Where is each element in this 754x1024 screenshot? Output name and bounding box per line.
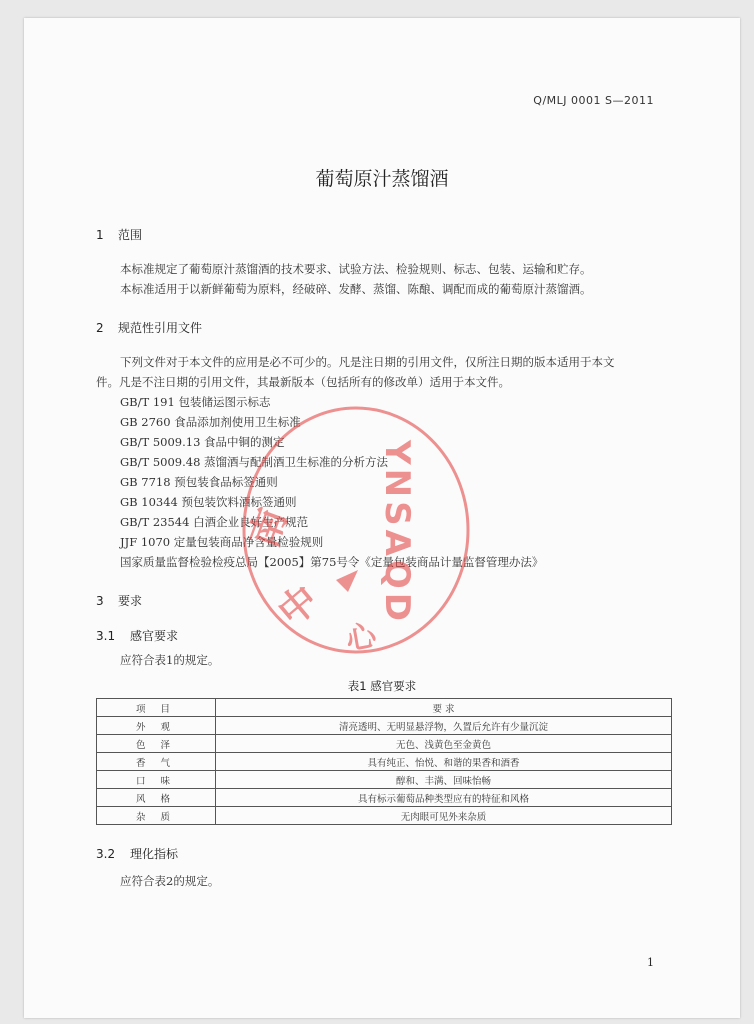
section-1-paragraph-1: 本标准规定了葡萄原汁蒸馏酒的技术要求、试验方法、检验规则、标志、包装、运输和贮存。 bbox=[120, 262, 592, 276]
table-cell-requirement: 醇和、丰满、回味怡畅 bbox=[216, 771, 672, 789]
subsection-3-2-heading bbox=[96, 845, 178, 862]
subsection-3-1-text: 应符合表1的规定。 bbox=[120, 653, 220, 667]
reference-item: 国家质量监督检验检疫总局【2005】第75号令《定量包装商品计量监督管理办法》 bbox=[120, 555, 544, 569]
sensory-requirements-table bbox=[96, 698, 672, 825]
section-3-heading bbox=[96, 592, 142, 609]
reference-item: GB 7718 预包装食品标签通则 bbox=[120, 475, 278, 489]
table-row bbox=[97, 807, 672, 825]
section-1-number: 1 bbox=[96, 228, 104, 242]
subsection-3-2-title: 理化指标 bbox=[130, 847, 179, 861]
table-header-row bbox=[97, 699, 672, 717]
table-row bbox=[97, 753, 672, 771]
section-1-title: 范围 bbox=[118, 228, 143, 242]
reference-item: GB/T 5009.48 蒸馏酒与配制酒卫生标准的分析方法 bbox=[120, 455, 389, 469]
table-cell-requirement: 具有标示葡萄品种类型应有的特征和风格 bbox=[216, 789, 672, 807]
table-header-item: 项 目 bbox=[97, 699, 216, 717]
reference-item: GB/T 23544 白酒企业良好生产规范 bbox=[120, 515, 309, 529]
table-cell-requirement: 无肉眼可见外来杂质 bbox=[216, 807, 672, 825]
subsection-3-2-number: 3.2 bbox=[96, 847, 116, 861]
reference-item: GB 10344 预包装饮料酒标签通则 bbox=[120, 495, 297, 509]
table-row bbox=[97, 717, 672, 735]
table-header-requirement: 要 求 bbox=[216, 699, 672, 717]
svg-text:YNSAQD: YNSAQD bbox=[377, 440, 417, 626]
standard-number: Q/MLJ 0001 S—2011 bbox=[533, 94, 654, 107]
reference-item: GB/T 191 包装储运图示标志 bbox=[120, 395, 271, 409]
subsection-3-1-number: 3.1 bbox=[96, 629, 116, 643]
section-2-title: 规范性引用文件 bbox=[118, 321, 203, 335]
section-3-title: 要求 bbox=[118, 594, 143, 608]
reference-item: GB 2760 食品添加剂使用卫生标准 bbox=[120, 415, 301, 429]
section-1-heading bbox=[96, 226, 142, 243]
table-cell-requirement: 清亮透明、无明显悬浮物，久置后允许有少量沉淀 bbox=[216, 717, 672, 735]
table-cell-item: 色 泽 bbox=[97, 735, 216, 753]
section-2-heading bbox=[96, 319, 202, 336]
section-3-number: 3 bbox=[96, 594, 104, 608]
subsection-3-2-text: 应符合表2的规定。 bbox=[120, 874, 220, 888]
table-cell-item: 外 观 bbox=[97, 717, 216, 735]
document-title: 葡萄原汁蒸馏酒 bbox=[315, 168, 449, 190]
section-1-paragraph-2: 本标准适用于以新鲜葡萄为原料，经破碎、发酵、蒸馏、陈酿、调配而成的葡萄原汁蒸馏酒。 bbox=[120, 282, 592, 296]
subsection-3-1-title: 感官要求 bbox=[130, 629, 179, 643]
document-page bbox=[24, 18, 740, 1018]
svg-text:中: 中 bbox=[269, 576, 327, 635]
reference-item: JJF 1070 定量包装商品净含量检验规则 bbox=[120, 535, 324, 549]
table-row bbox=[97, 735, 672, 753]
table-cell-item: 杂 质 bbox=[97, 807, 216, 825]
reference-item: GB/T 5009.13 食品中铜的测定 bbox=[120, 435, 285, 449]
section-2-intro-line-2: 件。凡是不注日期的引用文件，其最新版本（包括所有的修改单）适用于本文件。 bbox=[96, 375, 510, 389]
page-number: 1 bbox=[647, 956, 654, 969]
table-cell-item: 香 气 bbox=[97, 753, 216, 771]
table-row bbox=[97, 789, 672, 807]
table-cell-item: 风 格 bbox=[97, 789, 216, 807]
section-2-intro-line-1: 下列文件对于本文件的应用是必不可少的。凡是注日期的引用文件，仅所注日期的版本适用于本文 bbox=[120, 355, 615, 369]
table-cell-requirement: 无色、浅黄色至金黄色 bbox=[216, 735, 672, 753]
table-row bbox=[97, 771, 672, 789]
table-cell-item: 口 味 bbox=[97, 771, 216, 789]
table-1-caption: 表1 感官要求 bbox=[347, 679, 417, 693]
section-2-number: 2 bbox=[96, 321, 104, 335]
svg-text:南: 南 bbox=[241, 502, 296, 554]
subsection-3-1-heading bbox=[96, 627, 178, 644]
table-cell-requirement: 具有纯正、怡悦、和谐的果香和酒香 bbox=[216, 753, 672, 771]
svg-text:心: 心 bbox=[343, 618, 379, 658]
